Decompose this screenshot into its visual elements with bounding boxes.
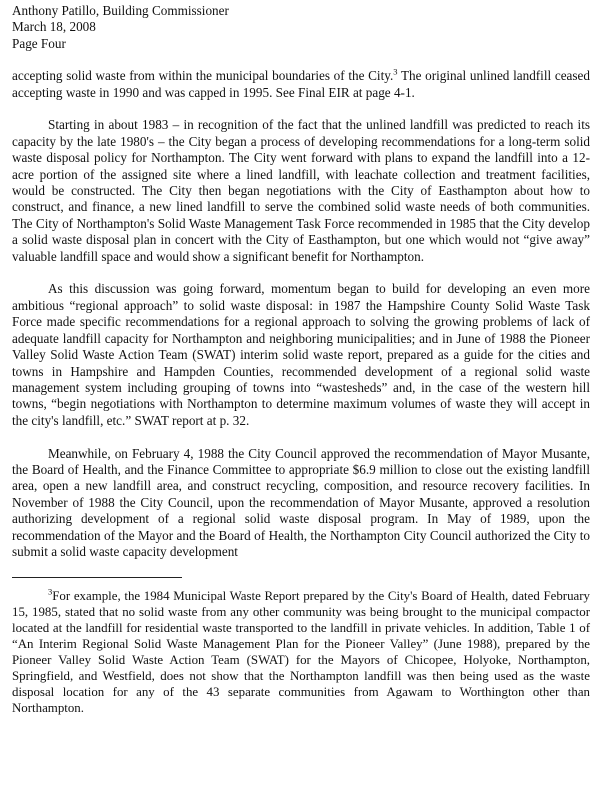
letter-header: [12, 3, 590, 52]
paragraph-1: [12, 68, 590, 101]
header-recipient: Anthony Patillo, Building Commissioner: [12, 3, 229, 18]
footnote-text: For example, the 1984 Municipal Waste Report prepared by the City's Board of Health, dated February 15, 1985, stated that no solid waste from any other community was being brought to the municipal compactor located at the landfill for residential waste transported to the landfill in private vehicles. In addition, Table 1 of “An Interim Regional Solid Waste Management Plan for the Pioneer Valley” (June 1988), prepared by the Pioneer Valley Solid Waste Action Team (SWAT) for the Mayors of Chicopee, Holyoke, Northampton, Springfield, and Westfield, does not show that the Northampton landfill was then being used as the waste disposal location for any of the 43 separate communities from Agawam to Worthington other than Northampton.: [12, 588, 590, 715]
paragraph-1-text-a: accepting solid waste from within the municipal boundaries of the City.: [12, 68, 394, 84]
header-page-number: Page Four: [12, 35, 66, 51]
paragraph-1-text-b: The original unlined landfill ceased accepting waste in 1990 and was capped in 1995. See Final EIR at page 4-1.: [12, 68, 590, 100]
paragraph-2: Starting in about 1983 – in recognition of the fact that the unlined landfill was predicted to reach its capacity by the late 1980's – the City began a process of developing recommendations for a long-term solid waste disposal policy for Northampton. The City went forward with plans to expand the landfill into a 12-acre portion of the assigned site where a lined landfill, with leachate collection and treatment facilities, would be constructed. The City then began negotiations with the City of Easthampton about how to construct, and finance, a new lined landfill to serve the combined solid waste needs of both communities. The City of Northampton's Solid Waste Management Task Force recommended in 1985 that the City develop a solid waste disposal plan in concert with the City of Easthampton, but one which would not “give away” valuable landfill space and would show a significant benefit for Northampton.: [12, 117, 590, 264]
footnote-marker: 3: [48, 586, 53, 597]
document-page: [12, 3, 590, 716]
header-date: March 18, 2008: [12, 19, 96, 35]
footnote-divider: [12, 577, 182, 578]
paragraph-3: As this discussion was going forward, momentum began to build for developing an even more ambitious “regional approach” to solid waste disposal: in 1987 the Hampshire County Solid Waste Task Force made specific recommendations for a regional approach to solving the growing problems of lack of adequate landfill capacity for Northampton and neighboring municipalities; and in June of 1988 the Pioneer Valley Solid Waste Action Team (SWAT) interim solid waste report, prepared as a guide for the cities and towns in Hampshire and Hampden Counties, recommended development of a regional solid waste management system including grouping of towns into “wastesheds” and, in the case of the western hill towns, “begin negotiations with Northampton to determine maximum volumes of waste they will accept in the city's landfill, etc.” SWAT report at p. 32.: [12, 281, 590, 428]
paragraph-4: Meanwhile, on February 4, 1988 the City Council approved the recommendation of Mayor Musante, the Board of Health, and the Finance Committee to appropriate $6.9 million to close out the existing landfill area, open a new landfill area, and construct recycling, composition, and resource recovery facilities. In November of 1988 the City Council, upon the recommendation of Mayor Musante, approved a resolution authorizing development of a regional solid waste disposal program. In May of 1989, upon the recommendation of the Mayor and the Board of Health, the Northampton City Council authorized the City to submit a solid waste capacity development: [12, 445, 590, 559]
footnote-3: [12, 588, 590, 716]
footnote-reference: 3: [393, 66, 398, 77]
